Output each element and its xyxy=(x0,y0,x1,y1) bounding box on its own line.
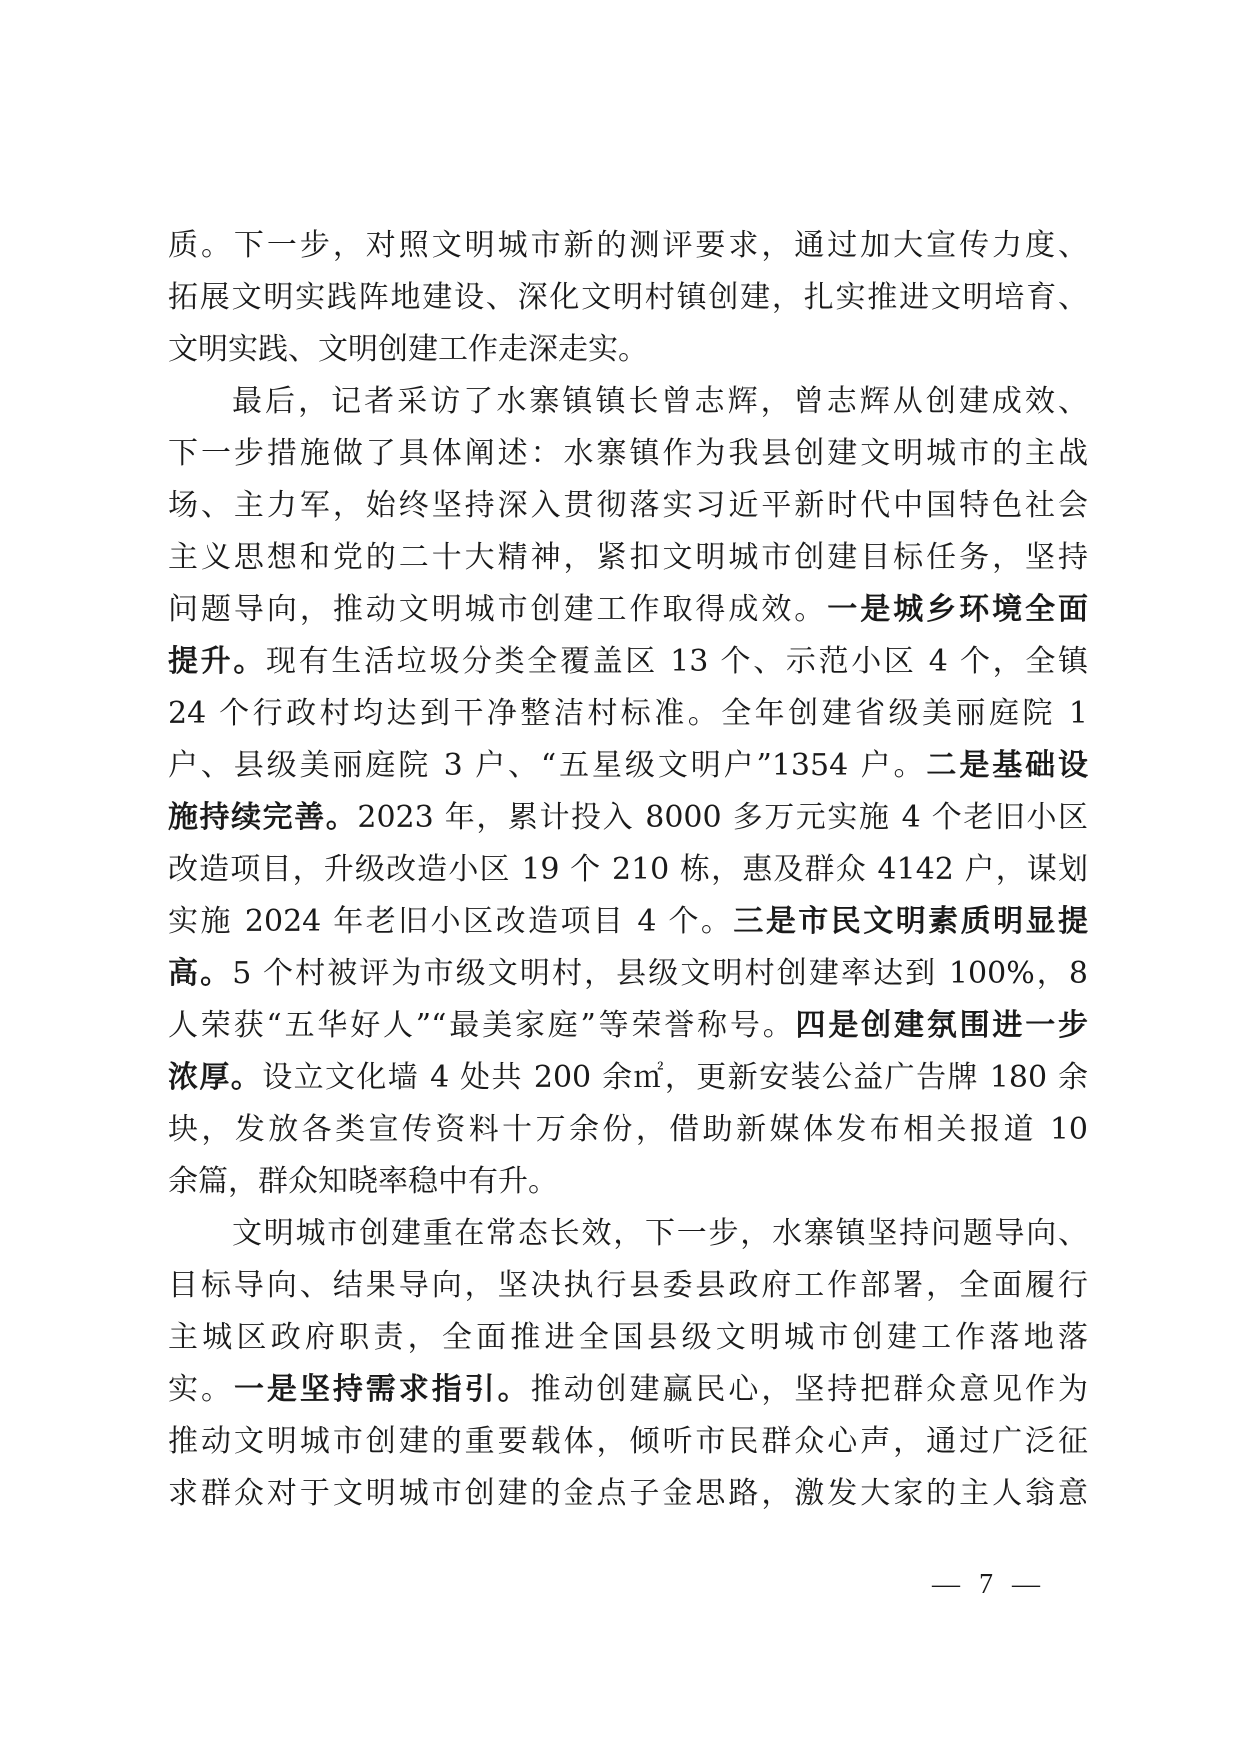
bold-heading: 提升。 xyxy=(168,644,266,679)
text-line xyxy=(168,584,1088,636)
page-number: — 7 — xyxy=(932,1569,1046,1600)
text-line: 24 个行政村均达到干净整洁村标准。全年创建省级美丽庭院 1 xyxy=(168,696,1088,731)
text-line: 质。下一步，对照文明城市新的测评要求，通过加大宣传力度、 xyxy=(168,228,1088,263)
text-line xyxy=(168,792,1088,844)
text-line xyxy=(168,1052,1088,1104)
text-line xyxy=(168,896,1088,948)
text-line xyxy=(168,636,1088,688)
text-line: 主城区政府职责，全面推进全国县级文明城市创建工作落地落 xyxy=(168,1320,1088,1355)
bold-heading: 浓厚。 xyxy=(168,1060,263,1095)
bold-heading: 四是创建氛围进一步 xyxy=(795,1008,1088,1043)
text-line: 主义思想和党的二十大精神，紧扣文明城市创建目标任务，坚持 xyxy=(168,540,1088,575)
text-line: 文明实践、文明创建工作走深走实。 xyxy=(168,332,648,367)
text-line: 改造项目，升级改造小区 19 个 210 栋，惠及群众 4142 户，谋划 xyxy=(168,852,1088,887)
text-line: 求群众对于文明城市创建的金点子金思路，激发大家的主人翁意 xyxy=(168,1476,1088,1511)
paragraph-3 xyxy=(168,1208,1088,1520)
bold-heading: 高。 xyxy=(168,956,233,991)
text-span: 户、县级美丽庭院 3 户、“五星级文明户”1354 户。 xyxy=(168,748,927,783)
paragraph-1 xyxy=(168,220,1088,376)
bold-heading: 一是城乡环境全面 xyxy=(827,592,1089,627)
paragraph-2 xyxy=(168,376,1088,1208)
text-line: 最后，记者采访了水寨镇镇长曾志辉，曾志辉从创建成效、 xyxy=(232,384,1088,419)
bold-heading: 二是基础设 xyxy=(926,748,1089,783)
text-span: 人荣获“五华好人”“最美家庭”等荣誉称号。 xyxy=(168,1008,796,1043)
text-span: 5 个村被评为市级文明村，县级文明村创建率达到 100%，8 xyxy=(232,956,1089,991)
text-span: 2023 年，累计投入 8000 多万元实施 4 个老旧小区 xyxy=(357,800,1088,835)
text-line xyxy=(168,948,1088,1000)
text-span: 实。 xyxy=(168,1372,234,1407)
text-line: 文明城市创建重在常态长效，下一步，水寨镇坚持问题导向、 xyxy=(232,1216,1088,1251)
text-span: 实施 2024 年老旧小区改造项目 4 个。 xyxy=(168,904,734,939)
text-line xyxy=(168,740,1088,792)
text-line: 拓展文明实践阵地建设、深化文明村镇创建，扎实推进文明培育、 xyxy=(168,280,1088,315)
text-line: 块，发放各类宣传资料十万余份，借助新媒体发布相关报道 10 xyxy=(168,1112,1088,1147)
bold-heading: 三是市民文明素质明显提 xyxy=(733,904,1088,939)
text-line xyxy=(168,1364,1088,1416)
text-line: 场、主力军，始终坚持深入贯彻落实习近平新时代中国特色社会 xyxy=(168,488,1088,523)
text-line: 推动文明城市创建的重要载体，倾听市民群众心声，通过广泛征 xyxy=(168,1424,1088,1459)
bold-heading: 一是坚持需求指引。 xyxy=(233,1372,531,1407)
text-span: 现有生活垃圾分类全覆盖区 13 个、示范小区 4 个，全镇 xyxy=(266,644,1089,679)
text-line: 余篇，群众知晓率稳中有升。 xyxy=(168,1164,558,1199)
text-line xyxy=(168,1000,1088,1052)
text-span: 设立文化墙 4 处共 200 余㎡，更新安装公益广告牌 180 余 xyxy=(262,1060,1089,1095)
text-span: 推动创建赢民心，坚持把群众意见作为 xyxy=(530,1372,1089,1407)
text-span: 问题导向，推动文明城市创建工作取得成效。 xyxy=(168,592,828,627)
bold-heading: 施持续完善。 xyxy=(168,800,358,835)
document-body xyxy=(168,220,1088,1520)
text-line: 下一步措施做了具体阐述：水寨镇作为我县创建文明城市的主战 xyxy=(168,436,1088,471)
text-line: 目标导向、结果导向，坚决执行县委县政府工作部署，全面履行 xyxy=(168,1268,1088,1303)
